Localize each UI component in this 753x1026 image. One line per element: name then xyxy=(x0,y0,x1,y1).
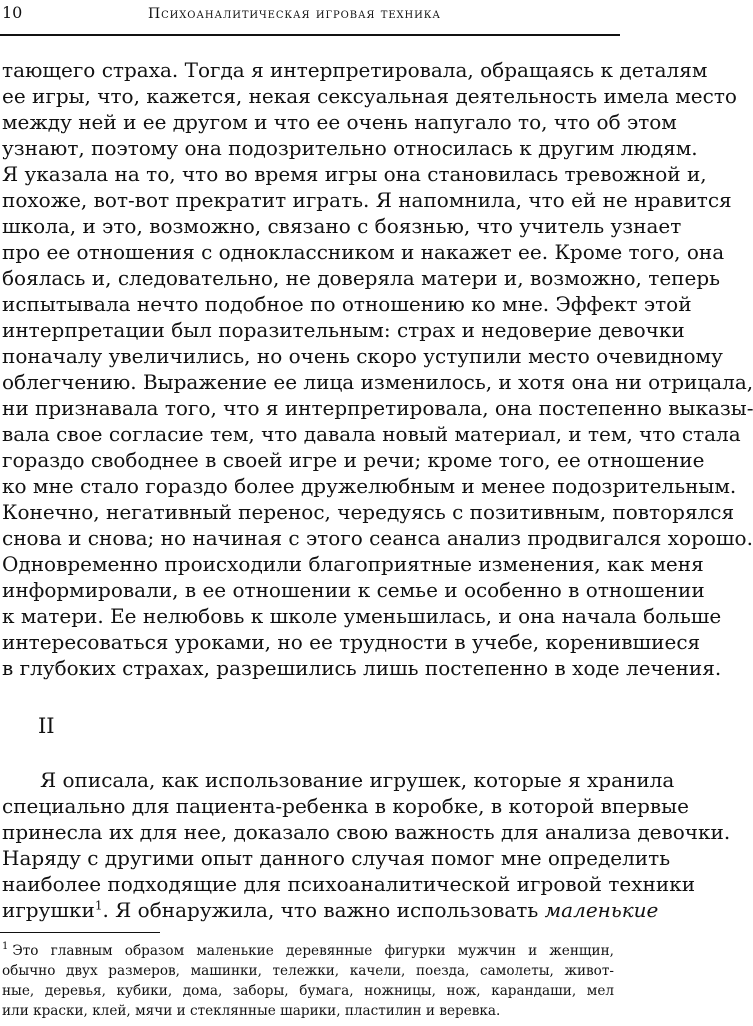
italic-word: маленькие xyxy=(544,898,659,922)
text-line: тающего страха. Тогда я интерпретировала, обращаясь к деталям xyxy=(2,58,708,82)
text-line: интерпретации был поразительным: страх и недоверие девочки xyxy=(2,318,685,342)
section-heading: II xyxy=(38,714,55,738)
text-line: узнают, поэтому она подозрительно относилась к другим людям. xyxy=(2,136,698,160)
page-header xyxy=(0,0,620,36)
footnote-line: обычно двух размеров, машинки, тележки, качели, поезда, самолеты, живот- xyxy=(2,963,614,979)
text-line: боялась и, следовательно, не доверяла матери и, возможно, теперь xyxy=(2,266,721,290)
text-line: информировали, в ее отношении к семье и особенно в отношении xyxy=(2,578,705,602)
text-line: снова и снова; но начиная с этого сеанса анализ продвигался хорошо. xyxy=(2,526,753,550)
text-fragment: игрушки xyxy=(2,898,95,922)
text-line: похоже, вот-вот прекратит играть. Я напомнила, что ей не нравится xyxy=(2,188,732,212)
text-line: Я указала на то, что во время игры она становилась тревожной и, xyxy=(2,162,707,186)
footnote-line: ные, деревья, кубики, дома, заборы, бумага, ножницы, нож, карандаши, мел xyxy=(2,983,614,999)
text-line: ни признавала того, что я интерпретировала, она постепенно выказы- xyxy=(2,396,753,420)
footnote-line xyxy=(2,941,614,961)
text-line: принесла их для нее, доказало свою важность для анализа девочки. xyxy=(2,820,731,844)
text-line: в глубоких страхах, разрешились лишь постепенно в ходе лечения. xyxy=(2,656,722,680)
running-title: Психоаналитическая игровая техника xyxy=(148,6,441,22)
text-line: Одновременно происходили благоприятные изменения, как меня xyxy=(2,552,704,576)
text-line: школа, и это, возможно, связано с боязнью, что учитель узнает xyxy=(2,214,682,238)
text-fragment: . Я обнаружила, что важно использовать xyxy=(102,898,539,922)
footnote-text: Это главным образом маленькие деревянные фигурки мужчин и женщин, xyxy=(12,943,614,959)
text-line: вала свое согласие тем, что давала новый материал, и тем, что стала xyxy=(2,422,741,446)
text-line: между ней и ее другом и что ее очень напугало то, что об этом xyxy=(2,110,677,134)
text-line: поначалу увеличились, но очень скоро уступили место очевидному xyxy=(2,344,723,368)
page-number: 10 xyxy=(2,3,23,22)
text-line: облегчению. Выражение ее лица изменилось, и хотя она ни отрицала, xyxy=(2,370,753,394)
text-line: Я описала, как использование игрушек, которые я хранила xyxy=(40,768,675,792)
text-line xyxy=(2,897,659,923)
footnote-line: или краски, клей, мячи и стеклянные шарики, пластилин и веревка. xyxy=(2,1003,501,1019)
text-line: Наряду с другими опыт данного случая помог мне определить xyxy=(2,846,671,870)
footnote-reference[interactable]: 1 xyxy=(94,898,103,913)
footnote-rule xyxy=(0,932,160,933)
footnote-mark: 1 xyxy=(2,941,9,953)
text-line: специально для пациента-ребенка в коробке, в которой впервые xyxy=(2,794,689,818)
text-line: к матери. Ее нелюбовь к школе уменьшилась, и она начала больше xyxy=(2,604,722,628)
text-line: наиболее подходящие для психоаналитической игровой техники xyxy=(2,872,696,896)
text-line: про ее отношения с одноклассником и накажет ее. Кроме того, она xyxy=(2,240,725,264)
text-line: ко мне стало гораздо более дружелюбным и менее подозрительным. xyxy=(2,474,737,498)
text-line: гораздо свободнее в своей игре и речи; кроме того, ее отношение xyxy=(2,448,705,472)
text-line: ее игры, что, кажется, некая сексуальная деятельность имела место xyxy=(2,84,737,108)
text-line: Конечно, негативный перенос, чередуясь с позитивным, повторялся xyxy=(2,500,735,524)
text-line: интересоваться уроками, но ее трудности в учебе, коренившиеся xyxy=(2,630,701,654)
text-line: испытывала нечто подобное по отношению ко мне. Эффект этой xyxy=(2,292,692,316)
